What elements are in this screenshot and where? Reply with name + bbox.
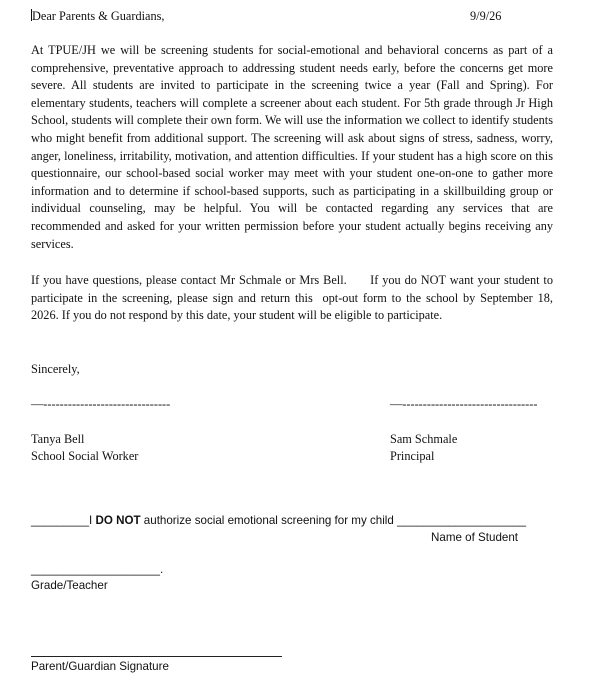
student-name-blank[interactable]: ____________________ [397,514,527,527]
signer-right-name: Sam Schmale [390,432,458,446]
opt-out-do-not: DO NOT [95,514,141,527]
grade-teacher-caption: Grade/Teacher [31,579,108,592]
signer-right-title: Principal [390,449,435,463]
signature-line-left: —------------------------------- [31,397,171,411]
parent-signature-caption: Parent/Guardian Signature [31,660,169,673]
closing: Sincerely, [31,362,80,376]
opt-out-statement [31,514,526,527]
grade-teacher-blank[interactable]: ____________________. [31,563,164,576]
opt-out-text-post: authorize social emotional screening for my child [140,514,398,527]
letter-date: 9/9/26 [470,9,502,23]
parent-signature-line[interactable] [31,656,282,657]
salutation [31,9,165,24]
body-paragraph-2: If you have questions, please contact Mr Schmale or Mrs Bell. If you do NOT want your student to participate in the screening, please sign and return this opt-out form to the school by September 18, 2026. If you do not respond by this date, your student will be eligible to participate. [31,273,557,323]
body-paragraph-1: At TPUE/JH we will be screening students for social-emotional and behavioral concerns as part of a comprehensive, preventative approach to addressing student needs early, before the concerns get more severe. All students are invited to participate in the screening twice a year (Fall and Spring). For elementary students, teachers will complete a screener about each student. For 5th grade through Jr High School, students will complete their own form. We will use the information we collect to identify students who might benefit from additional support. The screening will ask about signs of stress, sadness, worry, anger, loneliness, irritability, motivation, and attention difficulties. If your student has a high score on this questionnaire, our school-based social worker may meet with your student one-on-one to gather more information and to determine if school-based supports, such as participating in a skillbuilding group or individual counseling, may be helpful. You will be contacted regarding any services that are recommended and asked for your written permission before your student actually begins receiving any services. [31,43,553,251]
student-name-caption: Name of Student [431,531,519,544]
opt-out-blank[interactable]: _________ [31,514,90,527]
signer-left-title: School Social Worker [31,449,139,463]
opt-out-text-pre: I [89,514,96,527]
signature-line-right: —--------------------------------- [390,397,538,411]
salutation-text: Dear Parents & Guardians, [32,9,165,23]
signer-left-name: Tanya Bell [31,432,85,446]
